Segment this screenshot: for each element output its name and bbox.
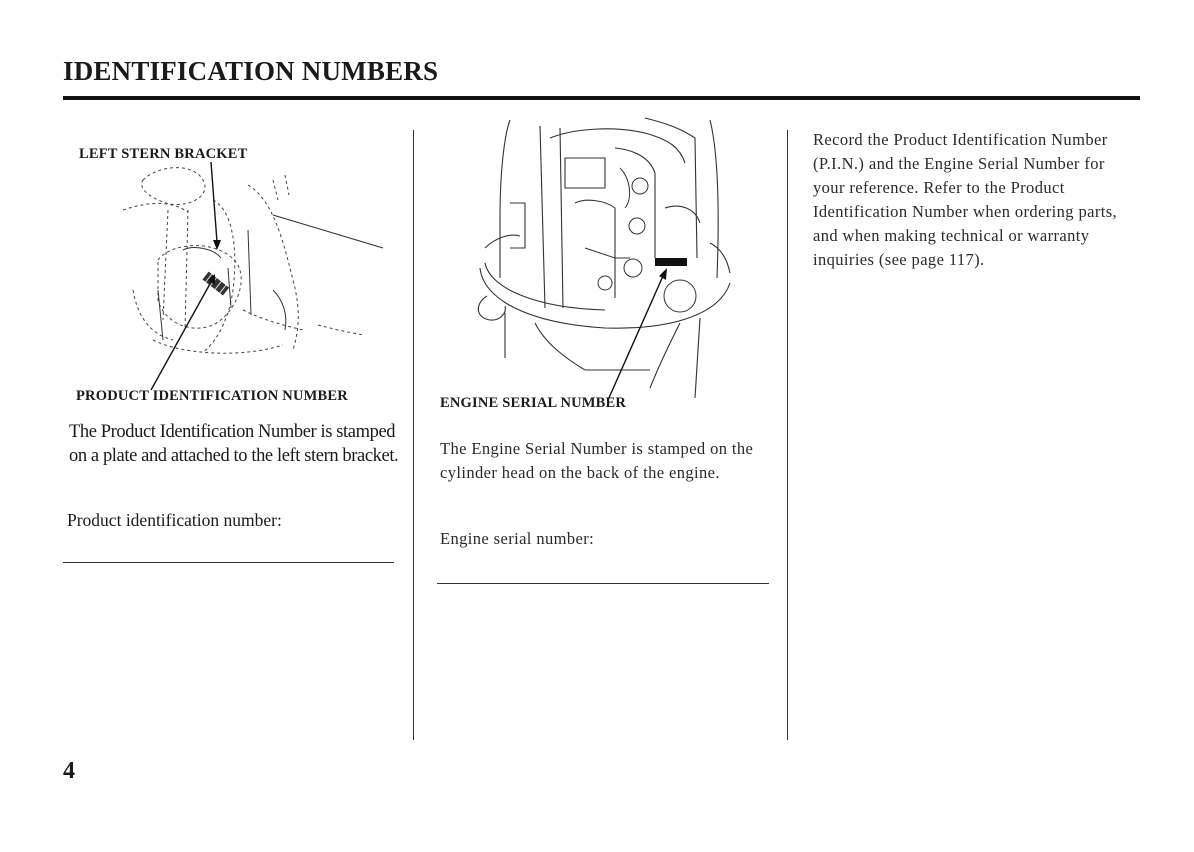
stern-bracket-illustration [63,140,408,390]
column-divider-right [787,130,788,740]
engine-illustration [465,108,745,398]
record-instructions: Record the Product Identification Number (P.I.N.) and the Engine Serial Number for your reference. Refer to the Product Identification Number when ordering parts, and when making technical or warranty inquiries (see page 117). [813,130,1118,269]
page-number: 4 [63,758,75,784]
column-divider-left [413,130,414,740]
engine-serial-number-label: ENGINE SERIAL NUMBER [440,395,627,411]
esn-field-line[interactable] [437,583,769,584]
left-stern-bracket-label: LEFT STERN BRACKET [79,146,248,162]
title-rule [63,96,1140,100]
esn-description: The Engine Serial Number is stamped on the cylinder head on the back of the engine. [440,439,754,482]
pin-label: PRODUCT IDENTIFICATION NUMBER [76,388,348,404]
pin-field-line[interactable] [63,562,394,563]
esn-field-label: Engine serial number: [440,529,595,548]
page-title: IDENTIFICATION NUMBERS [63,56,439,86]
pin-field-label: Product identification number: [67,510,282,530]
pin-description: The Product Identification Number is stamped on a plate and attached to the left stern bracket. [69,422,399,466]
